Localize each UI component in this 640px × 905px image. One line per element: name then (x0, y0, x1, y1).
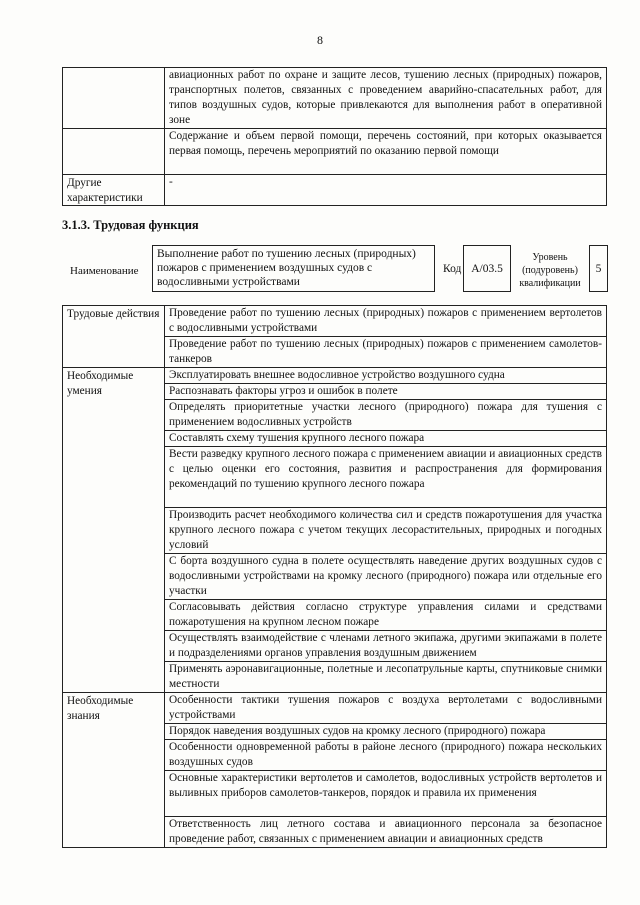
table-row: Проведение работ по тушению лесных (природных) пожаров с применением вертолетов с водосливными устройствами (165, 306, 607, 337)
labor-actions-label: Трудовые действия (63, 306, 165, 368)
code-box (463, 245, 511, 292)
function-name-box (152, 245, 435, 292)
table-row: Основные характеристики вертолетов и самолетов, водосливных устройств вертолетов и выливных приборов самолетов-танкеров, порядок и правила их применения (165, 771, 607, 817)
table-row: Ответственность лиц летного состава и авиационного персонала за безопасное проведение работ, связанных с применением авиации и авиационных средств (165, 817, 607, 848)
skills-label: Необходимые умения (63, 368, 165, 693)
continued-text: авиационных работ по охране и защите лесов, тушению лесных (природных) пожаров, транспортных полетов, связанных с проведением аварийно-спасательных работ, для типов воздушных судов, которые привлекаются для выполнения работ в оперативной зоне (165, 68, 607, 129)
page-number: 8 (317, 33, 323, 47)
table-row: Особенности тактики тушения пожаров с воздуха вертолетами с водосливными устройствами (165, 693, 607, 724)
function-name-value: Выполнение работ по тушению лесных (природных) пожаров с применением воздушных судов с водосливными устройствами (157, 248, 416, 288)
table-row: Порядок наведения воздушных судов на кромку лесного (природного) пожара (165, 724, 607, 740)
label-cell-empty (63, 68, 165, 129)
level-box (589, 245, 608, 292)
section-title: 3.1.3. Трудовая функция (62, 218, 199, 232)
table-row: Применять аэронавигационные, полетные и лесопатрульные карты, спутниковые снимки местности (165, 662, 607, 693)
code-label: Код (443, 263, 462, 275)
table-row: С борта воздушного судна в полете осуществлять наведение других воздушных судов с водосливными устройствами на кромку лесного (природного) пожара или отдельные его участки (165, 554, 607, 600)
table-row: Производить расчет необходимого количества сил и средств пожаротушения для участка крупного лесного пожара с учетом текущих лесорастительных, природных и погодных условий (165, 508, 607, 554)
table-row: Определять приоритетные участки лесного (природного) пожара для тушения с применением водосливных устройств (165, 400, 607, 431)
qualification-level-label: Уровень (подуровень) квалификации (519, 252, 581, 289)
other-characteristics-label: Другие характеристики (63, 174, 165, 206)
label-cell-empty (63, 128, 165, 174)
table-row: Распознавать факторы угроз и ошибок в полете (165, 384, 607, 400)
table-row: Осуществлять взаимодействие с членами летного экипажа, другими экипажами в полете и подразделениями органов управления воздушным движением (165, 631, 607, 662)
first-aid-text: Содержание и объем первой помощи, перечень состояний, при которых оказывается первая помощь, перечень мероприятий по оказанию первой помощи (165, 128, 607, 174)
knowledge-label: Необходимые знания (63, 693, 165, 848)
table-row: Эксплуатировать внешнее водосливное устройство воздушного судна (165, 368, 607, 384)
level-value: 5 (595, 262, 602, 275)
labor-function-table (62, 305, 607, 848)
table-row: Особенности одновременной работы в районе лесного (природного) пожара нескольких воздушных судов (165, 740, 607, 771)
table-row: Проведение работ по тушению лесных (природных) пожаров с применением самолетов-танкеров (165, 337, 607, 368)
table-row: Составлять схему тушения крупного лесного пожара (165, 431, 607, 447)
code-value: А/03.5 (471, 262, 503, 275)
table-row: Вести разведку крупного лесного пожара с применением авиации и авиационных средств с целью оценки его состояния, развития и распространения для формирования рекомендаций по тушению крупного лесного пожара (165, 447, 607, 508)
name-label: Наименование (70, 265, 139, 277)
continued-table (62, 67, 607, 206)
other-characteristics-value: - (165, 174, 607, 206)
table-row: Согласовывать действия согласно структуре управления силами и средствами пожаротушения на крупном лесном пожаре (165, 600, 607, 631)
